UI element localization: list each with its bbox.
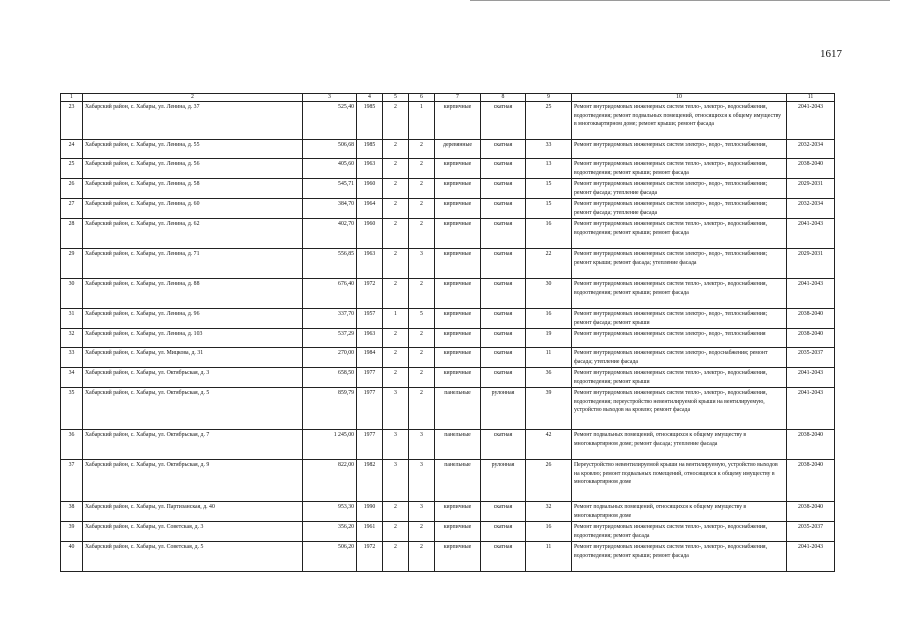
column-number-row <box>61 94 835 102</box>
wall-material-cell: панельные <box>435 460 481 502</box>
house-address-cell: Хабарский район, с. Хабары, ул. Ленина, д. 62 <box>83 219 303 249</box>
build-year-cell: 1963 <box>357 249 383 279</box>
repair-period-cell: 2041-2043 <box>787 219 835 249</box>
build-year-cell: 1960 <box>357 179 383 199</box>
total-area-cell: 953,30 <box>303 502 357 522</box>
total-area-cell: 337,70 <box>303 309 357 329</box>
repair-period-cell: 2032-2034 <box>787 199 835 219</box>
table-row <box>61 329 835 348</box>
house-address-cell: Хабарский район, с. Хабары, ул. Ленина, д. 56 <box>83 159 303 179</box>
scan-top-edge <box>470 0 890 1</box>
roof-type-cell: рулонная <box>481 460 526 502</box>
repair-works-cell: Ремонт внутридомовых инженерных систем электро-, водо-, теплоснабжения; ремонт фасада; утепление фасада <box>572 179 787 199</box>
house-address-cell: Хабарский район, с. Хабары, ул. Советская, д. 5 <box>83 542 303 572</box>
repair-period-cell: 2038-2040 <box>787 430 835 460</box>
entrances-count-cell: 2 <box>409 159 435 179</box>
row-number-cell: 38 <box>61 502 83 522</box>
apartments-count-cell: 22 <box>526 249 572 279</box>
floors-count-cell: 1 <box>383 309 409 329</box>
apartments-count-cell: 11 <box>526 348 572 368</box>
row-number-cell: 27 <box>61 199 83 219</box>
repair-period-cell: 2038-2040 <box>787 309 835 329</box>
roof-type-cell: скатная <box>481 430 526 460</box>
entrances-count-cell: 2 <box>409 219 435 249</box>
column-header: 11 <box>787 94 835 102</box>
total-area-cell: 356,20 <box>303 522 357 542</box>
repair-period-cell: 2041-2043 <box>787 542 835 572</box>
build-year-cell: 1982 <box>357 460 383 502</box>
total-area-cell: 405,60 <box>303 159 357 179</box>
wall-material-cell: кирпичные <box>435 329 481 348</box>
build-year-cell: 1963 <box>357 329 383 348</box>
apartments-count-cell: 26 <box>526 460 572 502</box>
table-row <box>61 159 835 179</box>
repair-period-cell: 2038-2040 <box>787 502 835 522</box>
wall-material-cell: кирпичные <box>435 249 481 279</box>
apartments-count-cell: 36 <box>526 368 572 388</box>
wall-material-cell: кирпичные <box>435 368 481 388</box>
row-number-cell: 37 <box>61 460 83 502</box>
wall-material-cell: кирпичные <box>435 279 481 309</box>
total-area-cell: 384,70 <box>303 199 357 219</box>
floors-count-cell: 2 <box>383 542 409 572</box>
house-address-cell: Хабарский район, с. Хабары, ул. Ленина, д. 60 <box>83 199 303 219</box>
roof-type-cell: скатная <box>481 159 526 179</box>
entrances-count-cell: 3 <box>409 502 435 522</box>
floors-count-cell: 2 <box>383 329 409 348</box>
apartments-count-cell: 42 <box>526 430 572 460</box>
repair-works-cell: Ремонт внутридомовых инженерных систем тепло-, электро-, водоснабжения, водоотведения; ремонт крыши <box>572 368 787 388</box>
repair-period-cell: 2038-2040 <box>787 329 835 348</box>
repair-works-cell: Ремонт внутридомовых инженерных систем тепло-, электро-, водоснабжения, водоотведения; ремонт фасада <box>572 522 787 542</box>
floors-count-cell: 3 <box>383 460 409 502</box>
floors-count-cell: 2 <box>383 199 409 219</box>
repair-works-cell: Ремонт внутридомовых инженерных систем электро-, водо-, теплоснабжения; ремонт фасада; ремонт крыши <box>572 309 787 329</box>
apartments-count-cell: 16 <box>526 522 572 542</box>
wall-material-cell: панельные <box>435 430 481 460</box>
entrances-count-cell: 5 <box>409 309 435 329</box>
column-header: 6 <box>409 94 435 102</box>
column-header: 2 <box>83 94 303 102</box>
row-number-cell: 33 <box>61 348 83 368</box>
wall-material-cell: кирпичные <box>435 309 481 329</box>
column-header: 3 <box>303 94 357 102</box>
row-number-cell: 40 <box>61 542 83 572</box>
repair-period-cell: 2032-2034 <box>787 140 835 159</box>
table-row <box>61 199 835 219</box>
row-number-cell: 35 <box>61 388 83 430</box>
build-year-cell: 1960 <box>357 219 383 249</box>
wall-material-cell: кирпичные <box>435 199 481 219</box>
repair-works-cell: Ремонт подвальных помещений, относящихся к общему имуществу в многоквартирном доме <box>572 502 787 522</box>
roof-type-cell: скатная <box>481 502 526 522</box>
repair-period-cell: 2035-2037 <box>787 348 835 368</box>
roof-type-cell: скатная <box>481 329 526 348</box>
floors-count-cell: 2 <box>383 102 409 140</box>
roof-type-cell: скатная <box>481 542 526 572</box>
roof-type-cell: скатная <box>481 309 526 329</box>
row-number-cell: 26 <box>61 179 83 199</box>
roof-type-cell: скатная <box>481 199 526 219</box>
roof-type-cell: скатная <box>481 348 526 368</box>
apartments-count-cell: 16 <box>526 309 572 329</box>
entrances-count-cell: 2 <box>409 329 435 348</box>
table-row <box>61 309 835 329</box>
column-header: 5 <box>383 94 409 102</box>
wall-material-cell: панельные <box>435 388 481 430</box>
repair-period-cell: 2041-2043 <box>787 102 835 140</box>
apartments-count-cell: 32 <box>526 502 572 522</box>
entrances-count-cell: 3 <box>409 460 435 502</box>
floors-count-cell: 3 <box>383 430 409 460</box>
row-number-cell: 24 <box>61 140 83 159</box>
roof-type-cell: скатная <box>481 368 526 388</box>
entrances-count-cell: 2 <box>409 179 435 199</box>
build-year-cell: 1984 <box>357 348 383 368</box>
entrances-count-cell: 3 <box>409 249 435 279</box>
table-row <box>61 219 835 249</box>
table-row <box>61 542 835 572</box>
apartments-count-cell: 19 <box>526 329 572 348</box>
column-header: 9 <box>526 94 572 102</box>
row-number-cell: 39 <box>61 522 83 542</box>
column-header: 8 <box>481 94 526 102</box>
total-area-cell: 556,85 <box>303 249 357 279</box>
floors-count-cell: 2 <box>383 140 409 159</box>
build-year-cell: 1957 <box>357 309 383 329</box>
apartments-count-cell: 25 <box>526 102 572 140</box>
house-address-cell: Хабарский район, с. Хабары, ул. Мицкова, д. 31 <box>83 348 303 368</box>
floors-count-cell: 2 <box>383 179 409 199</box>
floors-count-cell: 2 <box>383 219 409 249</box>
roof-type-cell: скатная <box>481 522 526 542</box>
floors-count-cell: 2 <box>383 159 409 179</box>
roof-type-cell: скатная <box>481 140 526 159</box>
column-header: 4 <box>357 94 383 102</box>
floors-count-cell: 2 <box>383 249 409 279</box>
entrances-count-cell: 2 <box>409 199 435 219</box>
total-area-cell: 676,40 <box>303 279 357 309</box>
repair-period-cell: 2041-2043 <box>787 368 835 388</box>
house-address-cell: Хабарский район, с. Хабары, ул. Партизанская, д. 40 <box>83 502 303 522</box>
column-header: 1 <box>61 94 83 102</box>
table-row <box>61 140 835 159</box>
table-body <box>61 94 835 572</box>
wall-material-cell: кирпичные <box>435 502 481 522</box>
floors-count-cell: 2 <box>383 279 409 309</box>
wall-material-cell: кирпичные <box>435 522 481 542</box>
column-header: 10 <box>572 94 787 102</box>
house-address-cell: Хабарский район, с. Хабары, ул. Ленина, д. 88 <box>83 279 303 309</box>
house-address-cell: Хабарский район, с. Хабары, ул. Октябрьская, д. 3 <box>83 368 303 388</box>
page-number: 1617 <box>820 48 842 60</box>
entrances-count-cell: 1 <box>409 102 435 140</box>
total-area-cell: 1 245,00 <box>303 430 357 460</box>
total-area-cell: 270,00 <box>303 348 357 368</box>
row-number-cell: 30 <box>61 279 83 309</box>
total-area-cell: 545,71 <box>303 179 357 199</box>
build-year-cell: 1972 <box>357 542 383 572</box>
floors-count-cell: 2 <box>383 522 409 542</box>
total-area-cell: 859,79 <box>303 388 357 430</box>
apartments-count-cell: 15 <box>526 179 572 199</box>
wall-material-cell: кирпичные <box>435 219 481 249</box>
row-number-cell: 32 <box>61 329 83 348</box>
repair-works-cell: Ремонт внутридомовых инженерных систем тепло-, электро-, водоснабжения, водоотведения; ремонт крыши; ремонт фасада <box>572 542 787 572</box>
repair-works-cell: Ремонт внутридомовых инженерных систем тепло-, электро-, водоснабжения, водоотведения; ремонт крыши; ремонт фасада <box>572 159 787 179</box>
roof-type-cell: скатная <box>481 219 526 249</box>
apartments-count-cell: 30 <box>526 279 572 309</box>
repair-period-cell: 2038-2040 <box>787 460 835 502</box>
house-address-cell: Хабарский район, с. Хабары, ул. Советская, д. 3 <box>83 522 303 542</box>
apartments-count-cell: 39 <box>526 388 572 430</box>
entrances-count-cell: 2 <box>409 368 435 388</box>
total-area-cell: 822,00 <box>303 460 357 502</box>
row-number-cell: 29 <box>61 249 83 279</box>
table-row <box>61 368 835 388</box>
table-row <box>61 249 835 279</box>
roof-type-cell: скатная <box>481 179 526 199</box>
table-row <box>61 348 835 368</box>
repair-works-cell: Ремонт внутридомовых инженерных систем электро-, водо-, теплоснабжения; ремонт крыши; ремонт фасада; утепление фасада <box>572 249 787 279</box>
row-number-cell: 36 <box>61 430 83 460</box>
floors-count-cell: 2 <box>383 368 409 388</box>
repair-works-cell: Ремонт подвальных помещений, относящихся к общему имуществу в многоквартирном доме; ремонт фасада; утепление фасада <box>572 430 787 460</box>
house-address-cell: Хабарский район, с. Хабары, ул. Ленина, д. 103 <box>83 329 303 348</box>
roof-type-cell: скатная <box>481 102 526 140</box>
table-row <box>61 179 835 199</box>
repair-works-cell: Ремонт внутридомовых инженерных систем электро-, водо-, теплоснабжения, <box>572 140 787 159</box>
wall-material-cell: кирпичные <box>435 179 481 199</box>
total-area-cell: 658,50 <box>303 368 357 388</box>
house-address-cell: Хабарский район, с. Хабары, ул. Ленина, д. 55 <box>83 140 303 159</box>
total-area-cell: 506,20 <box>303 542 357 572</box>
floors-count-cell: 2 <box>383 348 409 368</box>
floors-count-cell: 3 <box>383 388 409 430</box>
row-number-cell: 34 <box>61 368 83 388</box>
row-number-cell: 23 <box>61 102 83 140</box>
wall-material-cell: кирпичные <box>435 348 481 368</box>
entrances-count-cell: 3 <box>409 430 435 460</box>
repair-works-cell: Ремонт внутридомовых инженерных систем электро-, водо-, теплоснабжения <box>572 329 787 348</box>
house-address-cell: Хабарский район, с. Хабары, ул. Ленина, д. 37 <box>83 102 303 140</box>
apartments-count-cell: 11 <box>526 542 572 572</box>
housing-register-table <box>60 93 835 572</box>
apartments-count-cell: 16 <box>526 219 572 249</box>
repair-period-cell: 2041-2043 <box>787 279 835 309</box>
column-header: 7 <box>435 94 481 102</box>
repair-works-cell: Ремонт внутридомовых инженерных систем тепло-, электро-, водоснабжения, водоотведения; переустройство невентилируемой крыши на вентилируемую, устройство выходов на кровлю; ремонт фасада <box>572 388 787 430</box>
entrances-count-cell: 2 <box>409 542 435 572</box>
total-area-cell: 537,29 <box>303 329 357 348</box>
table-row <box>61 502 835 522</box>
build-year-cell: 1985 <box>357 102 383 140</box>
build-year-cell: 1963 <box>357 159 383 179</box>
build-year-cell: 1977 <box>357 368 383 388</box>
entrances-count-cell: 2 <box>409 348 435 368</box>
build-year-cell: 1985 <box>357 140 383 159</box>
table-row <box>61 430 835 460</box>
entrances-count-cell: 2 <box>409 388 435 430</box>
apartments-count-cell: 33 <box>526 140 572 159</box>
table-row <box>61 388 835 430</box>
house-address-cell: Хабарский район, с. Хабары, ул. Ленина, д. 71 <box>83 249 303 279</box>
total-area-cell: 402,70 <box>303 219 357 249</box>
entrances-count-cell: 2 <box>409 279 435 309</box>
floors-count-cell: 2 <box>383 502 409 522</box>
wall-material-cell: кирпичные <box>435 542 481 572</box>
apartments-count-cell: 13 <box>526 159 572 179</box>
repair-works-cell: Ремонт внутридомовых инженерных систем электро-, водо-, теплоснабжения; ремонт фасада; утепление фасада <box>572 199 787 219</box>
wall-material-cell: деревянные <box>435 140 481 159</box>
house-address-cell: Хабарский район, с. Хабары, ул. Ленина, д. 96 <box>83 309 303 329</box>
row-number-cell: 28 <box>61 219 83 249</box>
roof-type-cell: рулонная <box>481 388 526 430</box>
repair-period-cell: 2029-2031 <box>787 249 835 279</box>
repair-period-cell: 2029-2031 <box>787 179 835 199</box>
repair-works-cell: Ремонт внутридомовых инженерных систем электро-, водоснабжения; ремонт фасада; утепление фасада <box>572 348 787 368</box>
wall-material-cell: кирпичные <box>435 159 481 179</box>
row-number-cell: 31 <box>61 309 83 329</box>
build-year-cell: 1977 <box>357 430 383 460</box>
build-year-cell: 1961 <box>357 522 383 542</box>
repair-period-cell: 2041-2043 <box>787 388 835 430</box>
wall-material-cell: кирпичные <box>435 102 481 140</box>
table-row <box>61 460 835 502</box>
build-year-cell: 1977 <box>357 388 383 430</box>
build-year-cell: 1972 <box>357 279 383 309</box>
row-number-cell: 25 <box>61 159 83 179</box>
entrances-count-cell: 2 <box>409 522 435 542</box>
build-year-cell: 1964 <box>357 199 383 219</box>
repair-works-cell: Ремонт внутридомовых инженерных систем тепло-, электро-, водоснабжения, водоотведения; ремонт крыши; ремонт фасада <box>572 279 787 309</box>
total-area-cell: 525,40 <box>303 102 357 140</box>
entrances-count-cell: 2 <box>409 140 435 159</box>
table-row <box>61 102 835 140</box>
roof-type-cell: скатная <box>481 249 526 279</box>
repair-works-cell: Ремонт внутридомовых инженерных систем тепло-, электро-, водоснабжения, водоотведения; ремонт подвальных помещений, относящихся к общему имуществу в многоквартирном доме; ремонт крыши; ремонт фасада <box>572 102 787 140</box>
house-address-cell: Хабарский район, с. Хабары, ул. Октябрьская, д. 5 <box>83 388 303 430</box>
house-address-cell: Хабарский район, с. Хабары, ул. Октябрьская, д. 9 <box>83 460 303 502</box>
repair-works-cell: Ремонт внутридомовых инженерных систем тепло-, электро-, водоснабжения, водоотведения; ремонт крыши; ремонт фасада <box>572 219 787 249</box>
table-row <box>61 279 835 309</box>
apartments-count-cell: 15 <box>526 199 572 219</box>
house-address-cell: Хабарский район, с. Хабары, ул. Октябрьская, д. 7 <box>83 430 303 460</box>
repair-period-cell: 2038-2040 <box>787 159 835 179</box>
build-year-cell: 1990 <box>357 502 383 522</box>
repair-works-cell: Переустройство невентилируемой крыши на вентилируемую, устройство выходов на кровлю; ремонт подвальных помещений, относящихся к общему имуществу в многоквартирном доме <box>572 460 787 502</box>
house-address-cell: Хабарский район, с. Хабары, ул. Ленина, д. 58 <box>83 179 303 199</box>
roof-type-cell: скатная <box>481 279 526 309</box>
table-row <box>61 522 835 542</box>
total-area-cell: 506,68 <box>303 140 357 159</box>
repair-period-cell: 2035-2037 <box>787 522 835 542</box>
